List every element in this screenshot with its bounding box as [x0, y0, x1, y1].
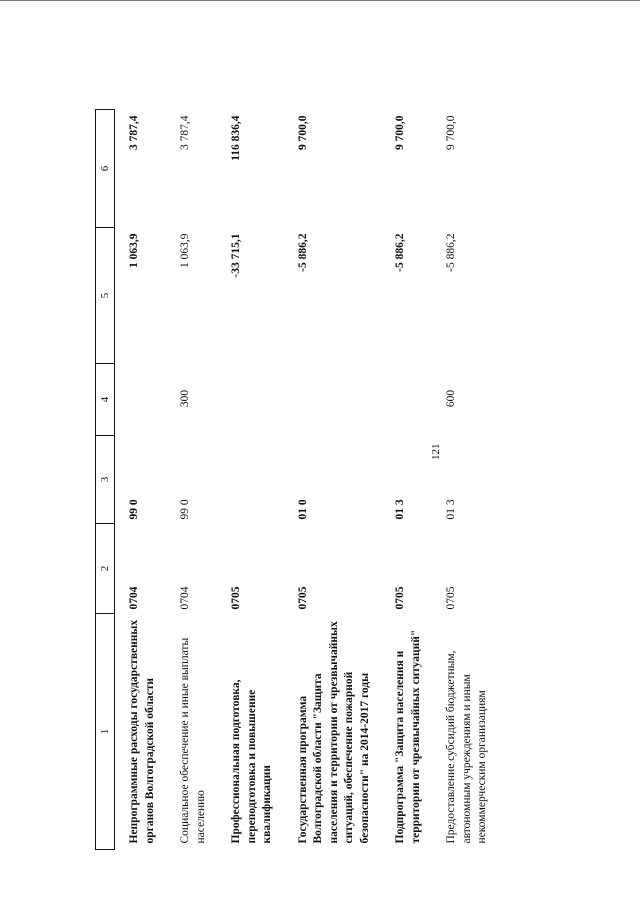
- row-type: [282, 364, 380, 436]
- row-type: [379, 364, 430, 436]
- row-total: 9 700,0: [445, 115, 458, 150]
- page-number: 121: [430, 443, 442, 460]
- row-target: 99 0: [128, 499, 140, 520]
- row-section: 0704: [179, 586, 192, 610]
- table-row: [379, 110, 430, 850]
- row-name: Подпрограмма "Защита населения и территории от чрезвычайных ситуаций": [394, 629, 422, 844]
- column-header: 3: [96, 436, 115, 524]
- row-total: 3 787,4: [128, 115, 140, 150]
- row-section: 0704: [128, 586, 140, 610]
- column-header: 1: [96, 614, 115, 850]
- row-total: 9 700,0: [394, 115, 407, 150]
- row-type: [115, 364, 165, 436]
- rotated-table-wrapper: [95, 110, 525, 850]
- table-row: [164, 110, 215, 850]
- row-target: 99 0: [179, 499, 192, 520]
- table-row: [282, 110, 380, 850]
- row-change: -5 886,2: [445, 233, 458, 272]
- table-row: [430, 110, 497, 850]
- row-change: 1 063,9: [179, 233, 192, 268]
- column-header: 6: [96, 110, 115, 228]
- row-type: 300: [179, 389, 192, 408]
- table-row: [115, 110, 165, 850]
- row-section: 0705: [296, 586, 309, 610]
- row-type: 600: [445, 389, 458, 408]
- row-total: 116 836,4: [230, 115, 243, 161]
- row-target: 01 0: [296, 499, 309, 520]
- row-total: 3 787,4: [179, 115, 192, 150]
- row-type: [215, 364, 282, 436]
- row-name: Государственная программа Волгоградской области "Защита населения и территории от чрезвычайных ситуаций, обеспечение пожарной безопасности" на 2014-2017 годы: [296, 621, 371, 844]
- table-header-row: [96, 110, 115, 850]
- row-name: Социальное обеспечение и иные выплаты населению: [179, 637, 207, 844]
- row-change: -33 715,1: [230, 233, 243, 278]
- column-header: 5: [96, 228, 115, 364]
- row-target: [215, 436, 282, 524]
- table-row: [215, 110, 282, 850]
- row-change: -5 886,2: [296, 233, 309, 272]
- row-section: 0705: [394, 586, 407, 610]
- row-target: 01 3: [445, 499, 458, 520]
- row-section: 0705: [445, 586, 458, 610]
- row-target: 01 3: [394, 499, 407, 520]
- row-name: Непрограммные расходы государственных органов Волгоградской области: [128, 619, 156, 844]
- top-rule: [0, 0, 640, 1]
- column-header: 2: [96, 524, 115, 614]
- column-header: 4: [96, 364, 115, 436]
- row-change: 1 063,9: [128, 233, 140, 268]
- budget-table: [95, 109, 497, 850]
- row-section: 0705: [230, 586, 243, 610]
- row-total: 9 700,0: [296, 115, 309, 150]
- row-name: Профессиональная подготовка, переподготовка и повышение квалификации: [230, 679, 274, 844]
- row-change: -5 886,2: [394, 233, 407, 272]
- row-name: Предоставление субсидий бюджетным, автономным учреждениям и иным некоммерческим организациям: [445, 650, 489, 844]
